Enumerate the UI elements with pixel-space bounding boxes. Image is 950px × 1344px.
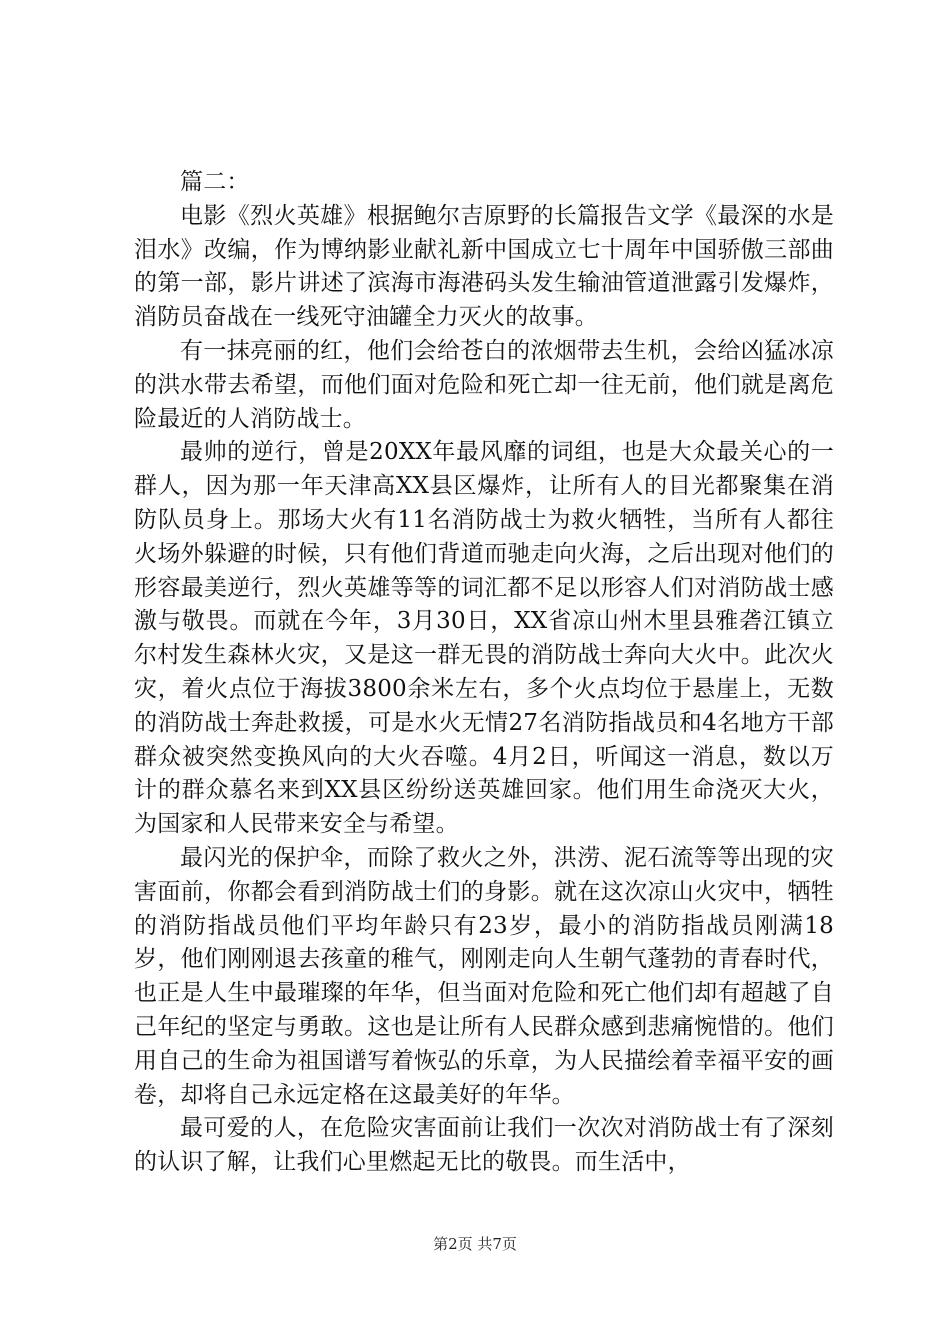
- paragraph-3: 最帅的逆行，曾是20XX年最风靡的词组，也是大众最关心的一群人，因为那一年天津高XX县区爆炸，让所有人的目光都聚集在消防队员身上。那场大火有11名消防战士为救火牺牲，当所有人都往火场外躲避的时候，只有他们背道而驰走向火海，之后出现对他们的形容最美逆行，烈火英雄等等的词汇都不足以形容人们对消防战士感激与敬畏。而就在今年，3月30日，XX省凉山州木里县雅砻江镇立尔村发生森林火灾，又是这一群无畏的消防战士奔向大火中。此次火灾，着火点位于海拔3800余米左右，多个火点均位于悬崖上，无数的消防战士奔赴救援，可是水火无情27名消防指战员和4名地方干部群众被突然变换风向的大火吞噬。4月2日，听闻这一消息，数以万计的群众慕名来到XX县区纷纷送英雄回家。他们用生命浇灭大火，为国家和人民带来安全与希望。: [134, 439, 834, 838]
- paragraph-5: 最可爱的人，在危险灾害面前让我们一次次对消防战士有了深刻的认识了解，让我们心里燃起无比的敬畏。而生活中，: [134, 1115, 834, 1176]
- page-number-footer: 第2页 共7页: [433, 1235, 517, 1253]
- paragraph-1: 电影《烈火英雄》根据鲍尔吉原野的长篇报告文学《最深的水是泪水》改编，作为博纳影业献礼新中国成立七十周年中国骄傲三部曲的第一部，影片讲述了滨海市海港码头发生输油管道泄露引发爆炸，消防员奋战在一线死守油罐全力灭火的故事。: [134, 202, 834, 331]
- section-heading: 篇二：: [180, 169, 250, 195]
- paragraph-4: 最闪光的保护伞，而除了救火之外，洪涝、泥石流等等出现的灾害面前，你都会看到消防战士们的身影。就在这次凉山火灾中，牺牲的消防指战员他们平均年龄只有23岁，最小的消防指战员刚满18岁，他们刚刚退去孩童的稚气，刚刚走向人生朝气蓬勃的青春时代，也正是人生中最璀璨的年华，但当面对危险和死亡他们却有超越了自己年纪的坚定与勇敢。这也是让所有人民群众感到悲痛惋惜的。他们用自己的生命为祖国谱写着恢弘的乐章，为人民描绘着幸福平安的画卷，却将自己永远定格在这最美好的年华。: [134, 844, 834, 1108]
- document-body: [134, 166, 834, 1180]
- paragraph-2: 有一抹亮丽的红，他们会给苍白的浓烟带去生机，会给凶猛冰凉的洪水带去希望，而他们面对危险和死亡却一往无前，他们就是离危险最近的人消防战士。: [134, 337, 834, 432]
